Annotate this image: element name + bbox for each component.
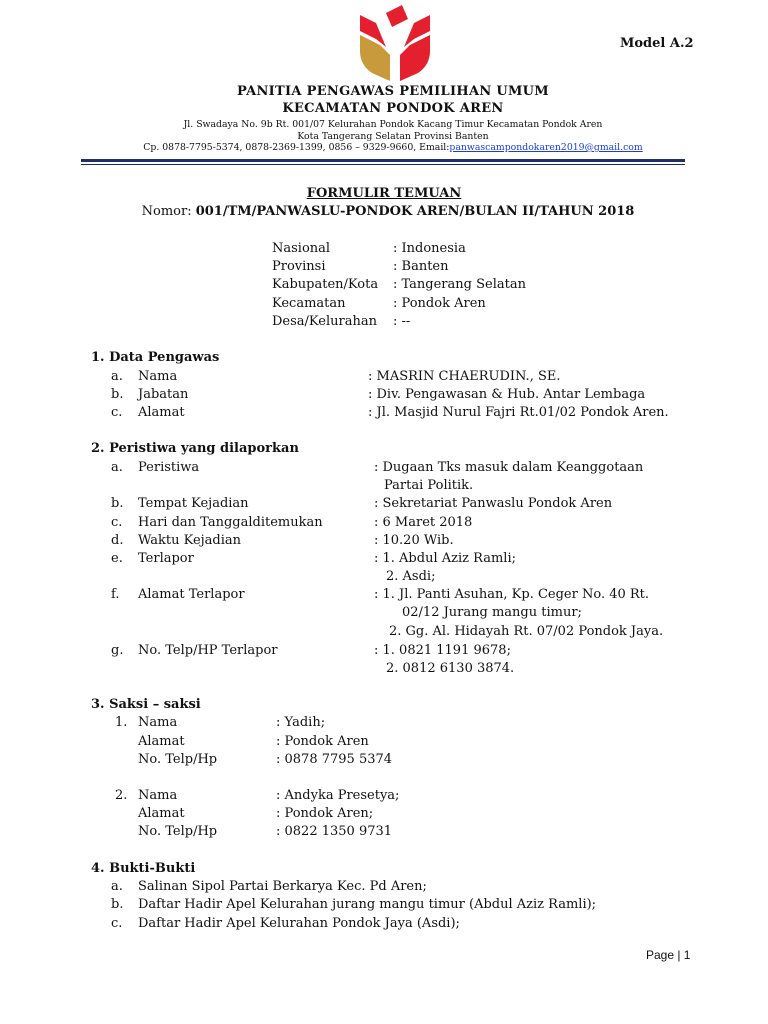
item-label: No. Telp/HP Terlapor bbox=[138, 643, 278, 658]
org-name-line2: KECAMATAN PONDOK AREN bbox=[282, 101, 504, 116]
item-letter: d. bbox=[111, 533, 124, 548]
evidence-letter: a. bbox=[111, 879, 123, 894]
item-value: : Dugaan Tks masuk dalam Keanggotaan bbox=[374, 460, 644, 475]
item-value: : 1. Abdul Aziz Ramli; bbox=[374, 551, 516, 566]
section-heading-data-pengawas: 1. Data Pengawas bbox=[91, 350, 220, 365]
item-letter: c. bbox=[111, 515, 123, 530]
item-value: : Jl. Masjid Nurul Fajri Rt.01/02 Pondok Aren. bbox=[368, 405, 669, 420]
witness-number: 2. bbox=[115, 788, 128, 803]
item-value: : 1. Jl. Panti Asuhan, Kp. Ceger No. 40 Rt. bbox=[374, 587, 650, 602]
location-value: : -- bbox=[393, 314, 411, 329]
item-value: : 1. 0821 1191 9678; bbox=[374, 643, 511, 658]
evidence-item: Daftar Hadir Apel Kelurahan jurang mangu timur (Abdul Aziz Ramli); bbox=[138, 897, 597, 912]
location-label: Kecamatan bbox=[272, 296, 346, 311]
email-link[interactable]: panwascampondokaren2019@gmail.com bbox=[449, 142, 643, 153]
logo-gold-body bbox=[360, 35, 390, 81]
form-number-value: 001/TM/PANWASLU-PONDOK AREN/BULAN II/TAHUN 2018 bbox=[195, 204, 635, 219]
item-letter: g. bbox=[111, 643, 124, 658]
item-value-continued: 2. 0812 6130 3874. bbox=[386, 661, 515, 676]
header-divider-thick bbox=[81, 159, 685, 162]
form-number-label: Nomor: bbox=[141, 204, 196, 219]
witness-value: : Pondok Aren bbox=[276, 734, 369, 749]
section-heading-bukti: 4. Bukti-Bukti bbox=[91, 861, 196, 876]
org-name-line1: PANITIA PENGAWAS PEMILIHAN UMUM bbox=[236, 84, 550, 99]
witness-value: : 0878 7795 5374 bbox=[276, 752, 393, 767]
contact-prefix: Cp. 0878-7795-5374, 0878-2369-1399, 0856 – 9329-9660, Email: bbox=[143, 142, 450, 153]
section-heading-peristiwa: 2. Peristiwa yang dilaporkan bbox=[91, 441, 299, 456]
item-value-continued: Partai Politik. bbox=[384, 478, 474, 493]
witness-value: : Pondok Aren; bbox=[276, 806, 374, 821]
item-value: : Div. Pengawasan & Hub. Antar Lembaga bbox=[368, 387, 646, 402]
form-model-label: Model A.2 bbox=[620, 36, 694, 51]
item-value-continued: 2. Asdi; bbox=[386, 569, 436, 584]
witness-value: : 0822 1350 9731 bbox=[276, 824, 393, 839]
evidence-item: Daftar Hadir Apel Kelurahan Pondok Jaya (Asdi); bbox=[138, 916, 460, 931]
item-label: Hari dan Tanggalditemukan bbox=[138, 515, 323, 530]
item-label: Tempat Kejadian bbox=[138, 496, 249, 511]
section-heading-saksi: 3. Saksi – saksi bbox=[91, 697, 201, 712]
contact-line bbox=[0, 142, 768, 153]
witness-label: Alamat bbox=[138, 806, 185, 821]
evidence-item: Salinan Sipol Partai Berkarya Kec. Pd Aren; bbox=[138, 879, 427, 894]
item-value: : MASRIN CHAERUDIN., SE. bbox=[368, 369, 561, 384]
evidence-letter: c. bbox=[111, 916, 123, 931]
location-value: : Indonesia bbox=[393, 241, 466, 256]
item-value: : 10.20 Wib. bbox=[374, 533, 454, 548]
witness-label: Nama bbox=[138, 715, 178, 730]
form-title: FORMULIR TEMUAN bbox=[306, 186, 462, 201]
item-letter: f. bbox=[111, 587, 120, 602]
item-label: Terlapor bbox=[138, 551, 194, 566]
item-value-continued: 2. Gg. Al. Hidayah Rt. 07/02 Pondok Jaya. bbox=[389, 624, 664, 639]
witness-value: : Yadih; bbox=[276, 715, 326, 730]
item-label: Waktu Kejadian bbox=[138, 533, 242, 548]
item-label: Jabatan bbox=[138, 387, 189, 402]
location-value: : Pondok Aren bbox=[393, 296, 486, 311]
witness-value: : Andyka Presetya; bbox=[276, 788, 400, 803]
item-letter: a. bbox=[111, 460, 123, 475]
item-label: Alamat bbox=[138, 405, 185, 420]
location-label: Provinsi bbox=[272, 259, 326, 274]
location-label: Kabupaten/Kota bbox=[272, 277, 379, 292]
item-letter: b. bbox=[111, 387, 124, 402]
item-letter: a. bbox=[111, 369, 123, 384]
item-label: Peristiwa bbox=[138, 460, 200, 475]
item-letter: e. bbox=[111, 551, 123, 566]
item-letter: c. bbox=[111, 405, 123, 420]
location-label: Desa/Kelurahan bbox=[272, 314, 377, 329]
address-line1: Jl. Swadaya No. 9b Rt. 001/07 Kelurahan Pondok Kacang Timur Kecamatan Pondok Aren bbox=[183, 119, 603, 130]
witness-number: 1. bbox=[115, 715, 128, 730]
logo-red-body bbox=[400, 35, 430, 81]
item-label: Alamat Terlapor bbox=[138, 587, 245, 602]
item-value: : 6 Maret 2018 bbox=[374, 515, 473, 530]
item-letter: b. bbox=[111, 496, 124, 511]
logo-red-top bbox=[386, 5, 408, 27]
item-value: : Sekretariat Panwaslu Pondok Aren bbox=[374, 496, 613, 511]
bawaslu-logo bbox=[356, 5, 434, 83]
item-value-continued: 02/12 Jurang mangu timur; bbox=[402, 605, 582, 620]
witness-label: No. Telp/Hp bbox=[138, 752, 218, 767]
header-divider-thin bbox=[81, 164, 685, 165]
address-line2: Kota Tangerang Selatan Provinsi Banten bbox=[297, 131, 489, 142]
witness-label: No. Telp/Hp bbox=[138, 824, 218, 839]
witness-label: Nama bbox=[138, 788, 178, 803]
evidence-letter: b. bbox=[111, 897, 124, 912]
location-label: Nasional bbox=[272, 241, 331, 256]
form-number bbox=[0, 204, 768, 219]
item-label: Nama bbox=[138, 369, 178, 384]
page-number: Page | 1 bbox=[646, 948, 691, 962]
location-value: : Banten bbox=[393, 259, 449, 274]
location-value: : Tangerang Selatan bbox=[393, 277, 526, 292]
witness-label: Alamat bbox=[138, 734, 185, 749]
